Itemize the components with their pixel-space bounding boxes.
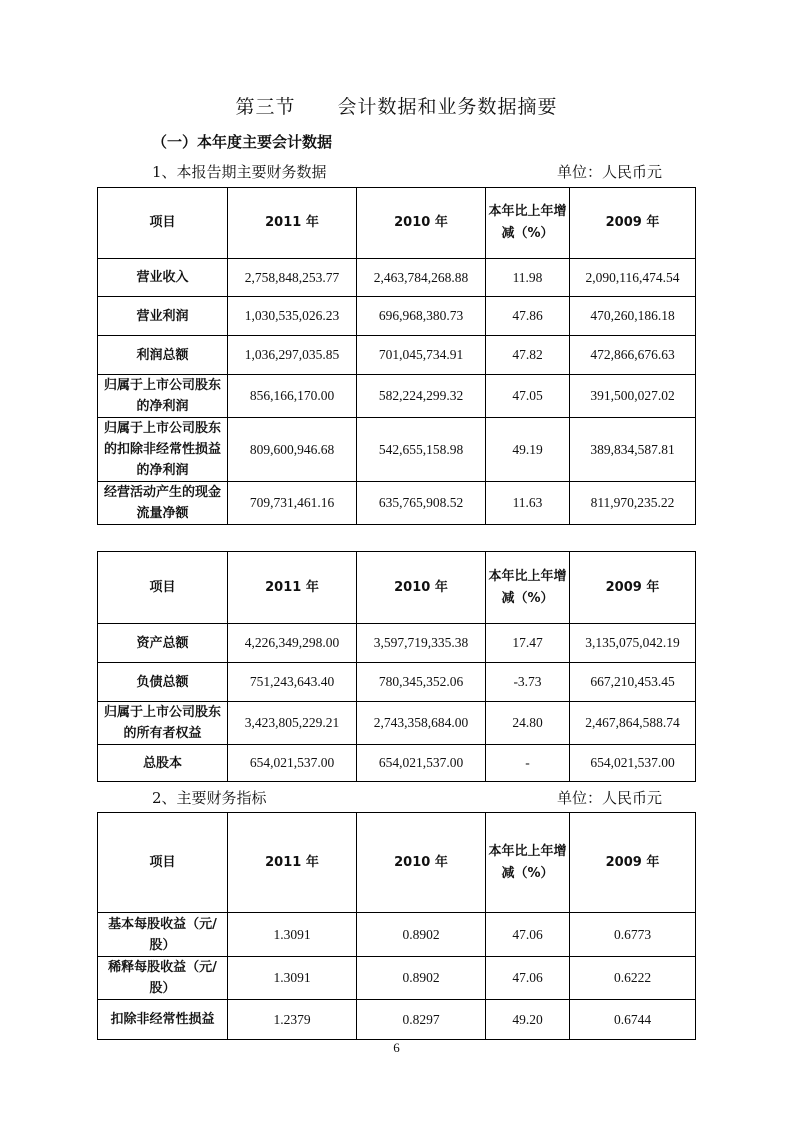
table-header-row: [98, 813, 696, 913]
balance-data-table: [97, 551, 696, 782]
table-row: [98, 702, 696, 745]
col-header-change: 本年比上年增减（%）: [486, 813, 570, 913]
row-label: 营业收入: [98, 259, 228, 297]
value-2010: 0.8297: [357, 1000, 486, 1040]
row-label: 营业利润: [98, 297, 228, 336]
value-2011: 4,226,349,298.00: [228, 624, 357, 663]
table-row: [98, 624, 696, 663]
table-header-row: [98, 188, 696, 259]
value-2009: 472,866,676.63: [570, 336, 696, 375]
table-header-row: [98, 552, 696, 624]
value-2011: 1.3091: [228, 957, 357, 1000]
value-2010: 696,968,380.73: [357, 297, 486, 336]
table-row: [98, 663, 696, 702]
value-change: 47.06: [486, 957, 570, 1000]
value-2009: 391,500,027.02: [570, 375, 696, 418]
row-label: 基本每股收益（元/股）: [98, 913, 228, 957]
row-label: 归属于上市公司股东的扣除非经常性损益的净利润: [98, 418, 228, 482]
value-2011: 3,423,805,229.21: [228, 702, 357, 745]
row-label: 利润总额: [98, 336, 228, 375]
col-header-item: 项目: [98, 552, 228, 624]
value-2010: 2,743,358,684.00: [357, 702, 486, 745]
value-2010: 3,597,719,335.38: [357, 624, 486, 663]
unit-label: 单位：人民币元: [556, 163, 662, 181]
table-row: [98, 297, 696, 336]
subheading-row-2: [152, 787, 662, 808]
value-2009: 470,260,186.18: [570, 297, 696, 336]
col-header-change: 本年比上年增减（%）: [486, 552, 570, 624]
table-row: [98, 745, 696, 782]
value-change: 11.98: [486, 259, 570, 297]
value-2010: 0.8902: [357, 913, 486, 957]
table-row: [98, 375, 696, 418]
value-change: -: [486, 745, 570, 782]
value-2009: 0.6222: [570, 957, 696, 1000]
value-2009: 811,970,235.22: [570, 482, 696, 525]
value-change: 24.80: [486, 702, 570, 745]
financial-indicator-table: [97, 812, 696, 1040]
table-row: [98, 482, 696, 525]
value-2010: 635,765,908.52: [357, 482, 486, 525]
unit-label: 单位：人民币元: [556, 789, 662, 807]
col-header-change: 本年比上年增减（%）: [486, 188, 570, 259]
value-2009: 389,834,587.81: [570, 418, 696, 482]
value-change: 49.20: [486, 1000, 570, 1040]
value-change: 47.05: [486, 375, 570, 418]
row-label: 扣除非经常性损益: [98, 1000, 228, 1040]
section-title: 会计数据和业务数据摘要: [337, 96, 558, 118]
row-label: 资产总额: [98, 624, 228, 663]
col-header-2009: 2009 年: [570, 552, 696, 624]
row-label: 稀释每股收益（元/股）: [98, 957, 228, 1000]
col-header-2009: 2009 年: [570, 813, 696, 913]
value-change: 11.63: [486, 482, 570, 525]
value-2011: 1.2379: [228, 1000, 357, 1040]
value-change: 17.47: [486, 624, 570, 663]
value-change: 47.82: [486, 336, 570, 375]
page-title: [0, 92, 793, 119]
table-row: [98, 418, 696, 482]
value-change: -3.73: [486, 663, 570, 702]
value-2009: 2,090,116,474.54: [570, 259, 696, 297]
table-row: [98, 259, 696, 297]
subheading-row-1: [152, 161, 662, 182]
value-2009: 3,135,075,042.19: [570, 624, 696, 663]
subsection-heading: （一）本年度主要会计数据: [152, 133, 333, 151]
subheading-label: 2、主要财务指标: [152, 789, 267, 807]
financial-data-table: [97, 187, 696, 525]
table-row: [98, 336, 696, 375]
row-label: 总股本: [98, 745, 228, 782]
value-2009: 0.6744: [570, 1000, 696, 1040]
col-header-2009: 2009 年: [570, 188, 696, 259]
value-2011: 654,021,537.00: [228, 745, 357, 782]
value-change: 47.86: [486, 297, 570, 336]
value-2009: 0.6773: [570, 913, 696, 957]
value-2009: 667,210,453.45: [570, 663, 696, 702]
value-2011: 751,243,643.40: [228, 663, 357, 702]
row-label: 经营活动产生的现金流量净额: [98, 482, 228, 525]
value-change: 49.19: [486, 418, 570, 482]
row-label: 归属于上市公司股东的所有者权益: [98, 702, 228, 745]
value-2011: 856,166,170.00: [228, 375, 357, 418]
value-2011: 1,036,297,035.85: [228, 336, 357, 375]
value-2009: 654,021,537.00: [570, 745, 696, 782]
col-header-item: 项目: [98, 813, 228, 913]
value-2010: 582,224,299.32: [357, 375, 486, 418]
col-header-2010: 2010 年: [357, 188, 486, 259]
value-2011: 1.3091: [228, 913, 357, 957]
col-header-2011: 2011 年: [228, 188, 357, 259]
table-row: [98, 913, 696, 957]
col-header-2010: 2010 年: [357, 813, 486, 913]
value-2010: 701,045,734.91: [357, 336, 486, 375]
value-2011: 809,600,946.68: [228, 418, 357, 482]
col-header-item: 项目: [98, 188, 228, 259]
value-change: 47.06: [486, 913, 570, 957]
subheading-label: 1、本报告期主要财务数据: [152, 163, 327, 181]
value-2011: 709,731,461.16: [228, 482, 357, 525]
value-2010: 542,655,158.98: [357, 418, 486, 482]
value-2009: 2,467,864,588.74: [570, 702, 696, 745]
value-2011: 1,030,535,026.23: [228, 297, 357, 336]
value-2010: 0.8902: [357, 957, 486, 1000]
col-header-2011: 2011 年: [228, 813, 357, 913]
row-label: 归属于上市公司股东的净利润: [98, 375, 228, 418]
page-number: 6: [393, 1040, 400, 1055]
section-number: 第三节: [235, 96, 296, 118]
value-2010: 654,021,537.00: [357, 745, 486, 782]
value-2011: 2,758,848,253.77: [228, 259, 357, 297]
table-row: [98, 1000, 696, 1040]
value-2010: 780,345,352.06: [357, 663, 486, 702]
value-2010: 2,463,784,268.88: [357, 259, 486, 297]
col-header-2011: 2011 年: [228, 552, 357, 624]
row-label: 负债总额: [98, 663, 228, 702]
col-header-2010: 2010 年: [357, 552, 486, 624]
table-row: [98, 957, 696, 1000]
